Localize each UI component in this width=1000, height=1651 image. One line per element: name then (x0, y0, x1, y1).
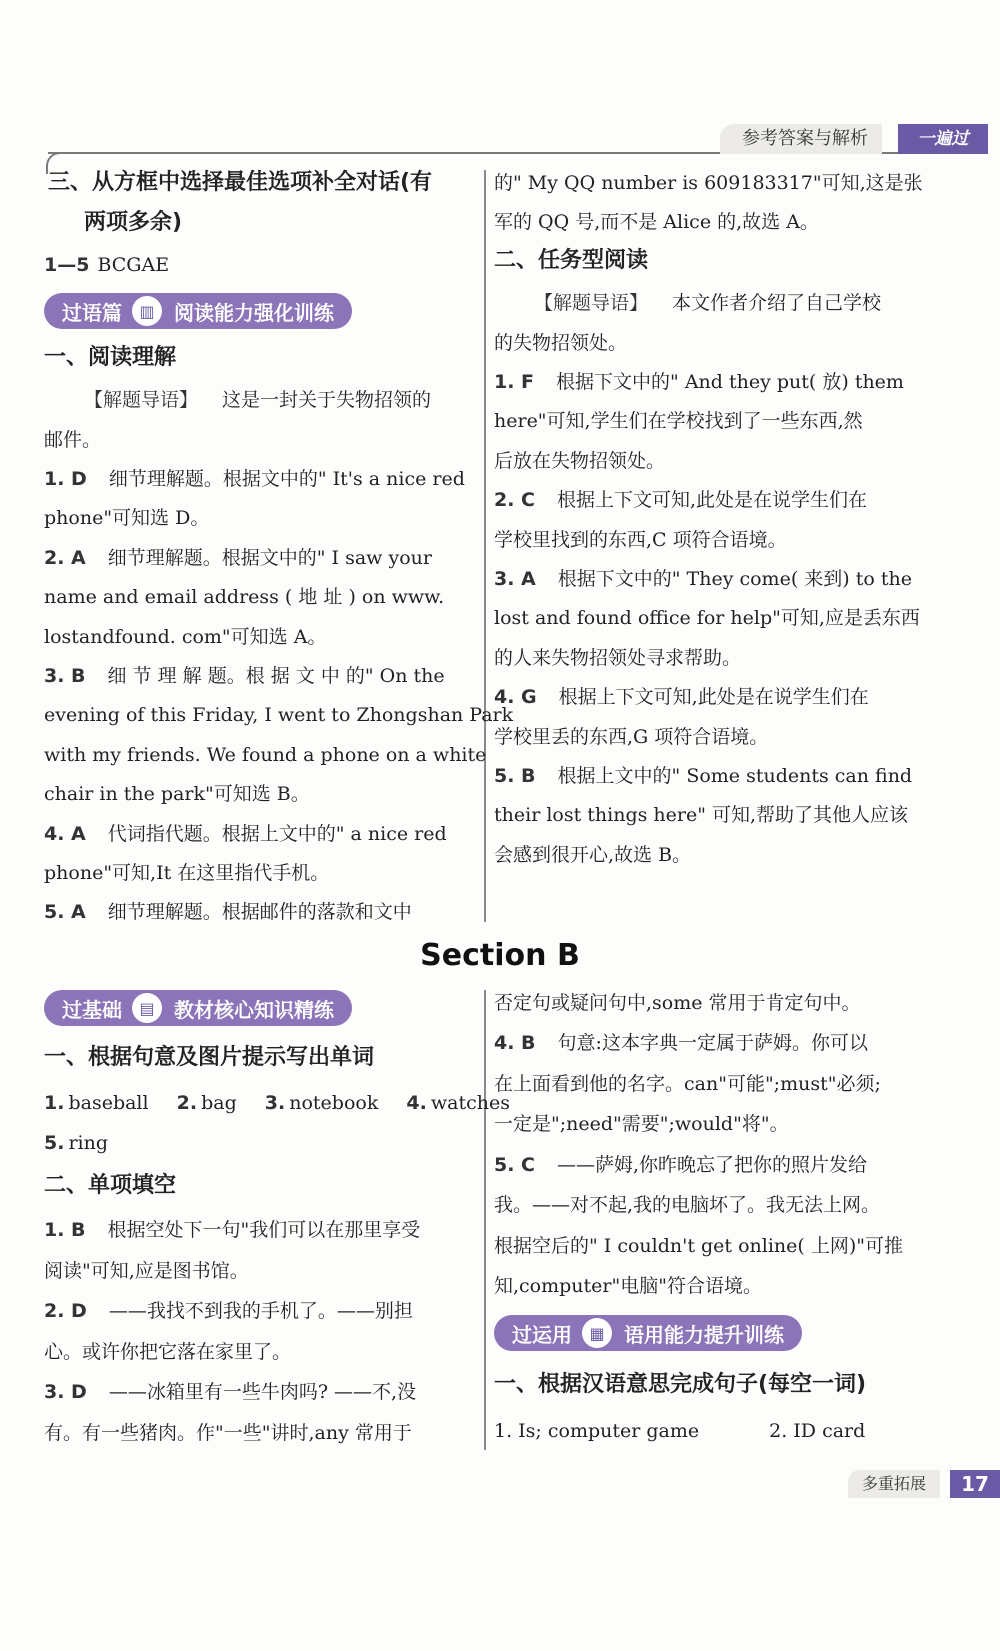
answer-text-cont: 会感到很开心,故选 B。 (494, 843, 692, 866)
answer-text: 根据空处下一句"我们可以在那里享受 (107, 1219, 421, 1241)
answer-number: 2. A (44, 546, 86, 569)
word-num: 5. (44, 1132, 65, 1154)
heading-task-reading: 二、任务型阅读 (494, 248, 649, 273)
answer-range: 1—5 (44, 254, 90, 276)
answer-text: ——萨姆,你昨晚忘了把你的照片发给 (557, 1153, 868, 1176)
guide-text-cont: 的失物招领处。 (494, 332, 628, 354)
answer-number: 4. B (494, 1032, 536, 1054)
answer-number: 2. D (44, 1300, 87, 1322)
answer-item (494, 1152, 867, 1178)
answer-item (44, 899, 412, 925)
answer-1-5 (44, 252, 169, 278)
answer-text-cont: their lost things here" 可知,帮助了其他人应该 (494, 804, 909, 827)
guide-text: 这是一封关于失物招领的 (222, 389, 432, 411)
answer-number: 3. D (44, 1381, 87, 1403)
heading-single-choice: 二、单项填空 (44, 1173, 177, 1198)
answer-text-cont: 有。有一些猪肉。作"一些"讲时,any 常用于 (44, 1421, 412, 1444)
heading-reading: 一、阅读理解 (44, 345, 177, 370)
header-brand: 一遍过 (898, 124, 988, 154)
answer-text-cont: phone"可知选 D。 (44, 507, 210, 530)
answer-item (494, 487, 867, 513)
answer-text-cont: 在上面看到他的名字。can"可能";must"必须; (494, 1072, 881, 1095)
answer-text-cont: 后放在失物招领处。 (494, 449, 666, 472)
answer-text: 根据下文中的" They come( 来到) to the (557, 568, 912, 590)
guide-text: 本文作者介绍了自己学校 (672, 292, 882, 314)
answer-number: 2. C (494, 489, 535, 512)
answer-text: 细节理解题。根据文中的" It's a nice red (108, 468, 465, 490)
header-section-label: 参考答案与解析 (720, 124, 882, 154)
answer-text-cont: phone"可知,It 在这里指代手机。 (44, 862, 330, 884)
answer-text-cont: evening of this Friday, I went to Zhongshan Park (44, 704, 514, 727)
answer-text-cont: lost and found office for help"可知,应是丢东西 (494, 607, 920, 630)
answer-item (494, 684, 869, 710)
book-icon: ▥ (132, 296, 162, 326)
answer-text: 根据上文中的" Some students can find (557, 765, 913, 787)
answer-text: 根据上下文可知,此处是在说学生们在 (558, 686, 869, 709)
answer-number: 4. A (44, 822, 86, 845)
guide-line (534, 290, 881, 316)
answer-text-cont: 学校里丢的东西,G 项符合语境。 (494, 725, 769, 748)
guide-label: 【解题导语】 (84, 389, 199, 411)
answer-number: 1. F (494, 371, 535, 393)
answer-number: 5. A (44, 901, 86, 924)
word-answer: watches (430, 1092, 510, 1114)
guide-line (84, 387, 431, 413)
answer-letters: BCGAE (97, 254, 170, 276)
banner-left-label: 过语篇 (62, 300, 122, 325)
word-num: 2. (176, 1092, 198, 1114)
heading-complete-sentences: 一、根据汉语意思完成句子(每空一词) (494, 1372, 867, 1397)
answer-text-cont: 的人来失物招领处寻求帮助。 (494, 646, 742, 669)
answer-item (494, 1030, 868, 1056)
word-num: 3. (264, 1092, 286, 1114)
banner-right-label: 语用能力提升训练 (624, 1322, 784, 1347)
word-num: 4. (406, 1092, 427, 1114)
column-divider-bottom (484, 990, 486, 1450)
answer-number: 1. D (44, 468, 87, 490)
answer-item (494, 369, 904, 395)
answer-item (494, 763, 912, 789)
answer-text: 细 节 理 解 题。根 据 文 中 的" On the (107, 665, 445, 687)
answer-text-cont: 我。——对不起,我的电脑坏了。我无法上网。 (494, 1194, 881, 1216)
guide-label: 【解题导语】 (534, 292, 649, 314)
answer-number: 4. G (494, 686, 537, 709)
clipboard-icon: ▤ (132, 993, 162, 1023)
answer-text-cont: here"可知,学生们在学校找到了一些东西,然 (494, 410, 863, 433)
answer-text: 句意:这本字典一定属于萨姆。你可以 (557, 1032, 868, 1054)
continued-line: 军的 QQ 号,而不是 Alice 的,故选 A。 (494, 211, 819, 233)
word-answer: notebook (289, 1092, 379, 1114)
banner-right-label: 阅读能力强化训练 (174, 300, 334, 325)
word-answer: baseball (68, 1092, 149, 1114)
answer-text-cont: 根据空后的" I couldn't get online( 上网)"可推 (494, 1234, 904, 1257)
answer-text: 细节理解题。根据文中的" I saw your (107, 546, 432, 569)
answer-text: 根据上下文可知,此处是在说学生们在 (557, 489, 868, 512)
section-title: Section B (420, 938, 580, 973)
answer-text-cont: with my friends. We found a phone on a white (44, 743, 487, 766)
banner-left-label: 过基础 (62, 997, 122, 1022)
banner-left-label: 过运用 (512, 1322, 572, 1347)
word-answers-row (44, 1090, 510, 1116)
banner-usage (494, 1315, 802, 1351)
banner-basics (44, 990, 352, 1026)
word-answer: bag (201, 1092, 237, 1114)
answer-text: 代词指代题。根据上文中的" a nice red (107, 822, 447, 845)
answer-text-cont: 阅读"可知,应是图书馆。 (44, 1259, 249, 1282)
sentence-answer-row (494, 1418, 865, 1444)
answer-text-cont: 知,computer"电脑"符合语境。 (494, 1275, 762, 1297)
sentence-answer: 1. Is; computer game (494, 1420, 700, 1442)
answer-text-cont: name and email address ( 地 址 ) on www. (44, 586, 445, 609)
answer-item (44, 821, 447, 847)
page-number: 17 (950, 1470, 1000, 1498)
answer-text-cont: 学校里找到的东西,C 项符合语境。 (494, 528, 787, 551)
answer-number: 5. C (494, 1153, 535, 1176)
banner-right-label: 教材核心知识精练 (174, 997, 334, 1022)
word-answer: ring (68, 1132, 109, 1154)
answer-number: 5. B (494, 765, 536, 787)
answer-item (44, 1298, 413, 1324)
guide-text-cont: 邮件。 (44, 429, 102, 451)
banner-reading (44, 293, 352, 329)
heading-part3: 三、从方框中选择最佳选项补全对话(有 (48, 170, 433, 195)
answer-text: ——我找不到我的手机了。——别担 (108, 1300, 413, 1322)
answer-text-cont: 一定是";need"需要";would"将"。 (494, 1113, 789, 1135)
answer-item (44, 663, 445, 689)
answer-item (494, 566, 912, 592)
answer-number: 1. B (44, 1219, 86, 1241)
word-num: 1. (44, 1092, 65, 1114)
answer-text-cont: lostandfound. com"可知选 A。 (44, 625, 327, 648)
continued-line: 否定句或疑问句中,some 常用于肯定句中。 (494, 992, 861, 1014)
answer-text: ——冰箱里有一些牛肉吗? ——不,没 (108, 1381, 417, 1403)
continued-line: 的" My QQ number is 609183317"可知,这是张 (494, 172, 923, 194)
answer-number: 3. A (494, 568, 536, 590)
heading-part3-cont: 两项多余) (84, 210, 183, 235)
answer-item (44, 466, 465, 492)
answer-text: 细节理解题。根据邮件的落款和文中 (107, 901, 412, 924)
answer-item (44, 1379, 416, 1405)
sentence-answer: 2. ID card (769, 1420, 866, 1442)
chart-icon: ▦ (582, 1318, 612, 1348)
answer-item (44, 545, 432, 571)
heading-words: 一、根据句意及图片提示写出单词 (44, 1045, 375, 1070)
answer-text: 根据下文中的" And they put( 放) them (556, 371, 904, 393)
answer-text-cont: 心。或许你把它落在家里了。 (44, 1340, 292, 1363)
answer-number: 3. B (44, 665, 86, 687)
answer-text-cont: chair in the park"可知选 B。 (44, 783, 310, 806)
word-answers-row (44, 1130, 108, 1156)
footer-tag: 多重拓展 (848, 1470, 940, 1498)
answer-item (44, 1217, 420, 1243)
column-divider-top (484, 170, 486, 922)
